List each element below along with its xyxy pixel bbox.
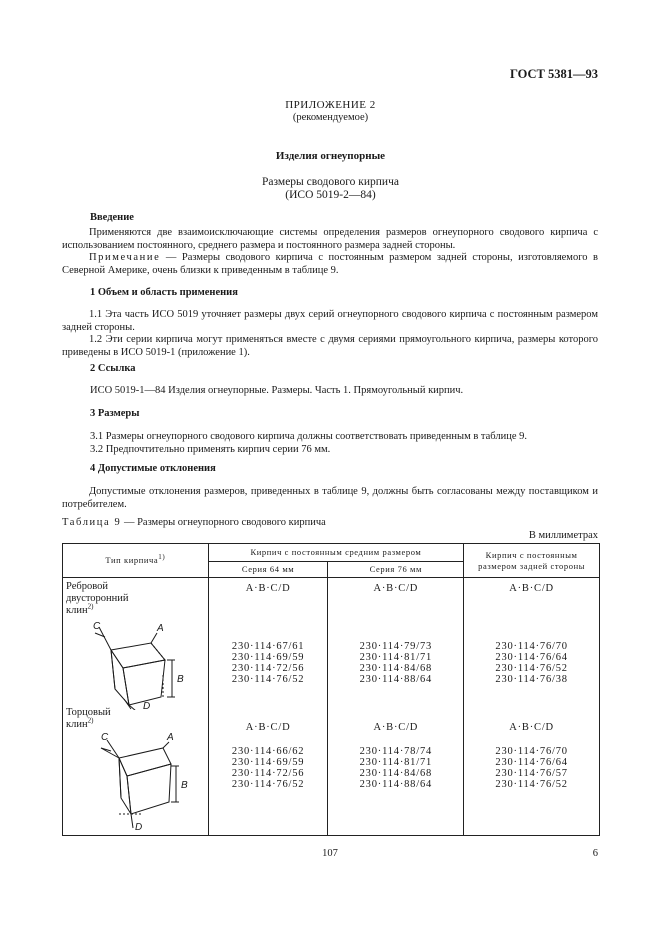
end-wedge-diagram [71, 728, 201, 833]
table-units: В миллиметрах [528, 530, 598, 541]
s76-cell [328, 578, 464, 836]
col-header-s76: Серия 76 мм [328, 562, 464, 578]
dim-value: 230·114·76/64 [495, 757, 568, 768]
type-label-line: Ребровой [66, 581, 108, 592]
dim-value: 230·114·76/52 [495, 779, 568, 790]
sheet-number: 6 [592, 848, 598, 859]
back-cell [464, 578, 600, 836]
table-caption-label: Таблица 9 [62, 517, 122, 528]
appendix-note: (рекомендуемое) [292, 112, 369, 123]
dim-value: 230·114·76/64 [495, 652, 568, 663]
diagram-label-b: B [177, 674, 184, 685]
section-title: Изделия огнеупорные [275, 150, 386, 162]
diagram-label-b: B [181, 780, 188, 791]
formula: A·B·C/D [373, 722, 419, 733]
standard-number: ГОСТ 5381—93 [509, 67, 598, 81]
dim-value: 230·114·67/61 [231, 641, 305, 652]
dim-value: 230·114·84/68 [359, 663, 433, 674]
note-label: Примечание [89, 252, 161, 263]
subtitle-line1: Размеры сводового кирпича [262, 176, 399, 188]
type-label-line: клин$^{2)}$ [66, 716, 94, 730]
dim-value: 230·114·88/64 [359, 779, 433, 790]
formula: A·B·C/D [509, 583, 554, 594]
s4-p1: Допустимые отклонения размеров, приведенных в таблице 9, должны быть согласованы между поставщиком и потребителем. [62, 486, 598, 510]
type-label-line: двусторонний [66, 593, 129, 604]
note-text: — Размеры сводового кирпича с постоянным размером задней стороны, изготовляемого в Северной Америке, очень близки к приведенным в таблице 9. [62, 252, 598, 276]
dim-value: 230·114·76/70 [495, 641, 568, 652]
dim-value: 230·114·76/57 [495, 768, 568, 779]
intro-note [62, 252, 598, 277]
dim-value: 230·114·88/64 [359, 674, 433, 685]
dim-value: 230·114·72/56 [231, 768, 305, 779]
formula: A·B·C/D [245, 583, 291, 594]
dim-value: 230·114·76/52 [231, 674, 305, 685]
s1-heading: 1 Объем и область применения [90, 287, 238, 298]
type-label-line: Торцовый [66, 707, 111, 718]
s3-heading: 3 Размеры [90, 408, 140, 419]
s2-heading: 2 Ссылка [90, 363, 136, 374]
dim-value: 230·114·76/52 [231, 779, 305, 790]
dim-value: 230·114·81/71 [359, 652, 433, 663]
s1-p2: 1.2 Эти серии кирпича могут применяться вместе с двумя сериями прямоугольного кирпича, размеры которого приведены в ИСО 5019-1 (приложение 1). [62, 334, 598, 358]
intro-heading: Введение [90, 212, 134, 223]
intro-paragraph: Применяются две взаимоисключающие системы определения размеров огнеупорного сводового кирпича с использованием постоянного, среднего размера и постоянного размера задней стороны. [62, 227, 598, 251]
formula: A·B·C/D [373, 583, 419, 594]
dim-value: 230·114·69/59 [231, 652, 305, 663]
col-header-type: Тип кирпича$^{1)}$ [63, 544, 209, 578]
diagram-label-a: A [167, 732, 174, 743]
type-cell [63, 578, 209, 836]
s3-p2: 3.2 Предпочтительно применять кирпич серии 76 мм. [90, 444, 331, 455]
dim-value: 230·114·84/68 [359, 768, 433, 779]
dim-value: 230·114·76/38 [495, 674, 568, 685]
formula: A·B·C/D [245, 722, 291, 733]
dim-value: 230·114·78/74 [359, 746, 433, 757]
col-header-group: Кирпич с постоянным средним размером [208, 544, 463, 562]
diagram-label-a: A [157, 623, 164, 634]
s4-heading: 4 Допустимые отклонения [90, 463, 216, 474]
dim-value: 230·114·81/71 [359, 757, 433, 768]
diagram-label-d: D [143, 701, 151, 710]
formula: A·B·C/D [509, 722, 554, 733]
type-label-line: клин$^{2)}$ [66, 602, 94, 616]
edge-wedge-diagram [71, 615, 201, 710]
s1-p1: 1.1 Эта часть ИСО 5019 уточняет размеры двух серий огнеупорного сводового кирпича с постоянным размером задней стороны. [62, 309, 598, 333]
dim-value: 230·114·76/52 [495, 663, 568, 674]
s3-p1: 3.1 Размеры огнеупорного сводового кирпича должны соответствовать приведенным в таблице 9. [90, 431, 528, 442]
bricks-table [62, 543, 600, 836]
dim-value: 230·114·66/62 [231, 746, 305, 757]
table-row [63, 578, 600, 836]
table-caption [62, 517, 462, 530]
col-header-s64: Серия 64 мм [208, 562, 328, 578]
dim-value: 230·114·79/73 [359, 641, 433, 652]
diagram-label-d: D [135, 822, 143, 833]
col-header-back: Кирпич с постоянным размером задней стороны [464, 544, 600, 578]
dim-value: 230·114·76/70 [495, 746, 568, 757]
appendix-title: ПРИЛОЖЕНИЕ 2 [285, 99, 376, 111]
table-caption-text: — Размеры огнеупорного сводового кирпича [121, 517, 326, 528]
dim-value: 230·114·69/59 [231, 757, 305, 768]
s2-p1: ИСО 5019-1—84 Изделия огнеупорные. Размеры. Часть 1. Прямоугольный кирпич. [90, 385, 464, 396]
subtitle-line2: (ИСО 5019-2—84) [285, 189, 376, 201]
diagram-label-c: C [101, 732, 109, 743]
dim-value: 230·114·72/56 [231, 663, 305, 674]
s64-cell [208, 578, 328, 836]
page-number: 107 [322, 848, 338, 859]
diagram-label-c: C [93, 621, 101, 632]
